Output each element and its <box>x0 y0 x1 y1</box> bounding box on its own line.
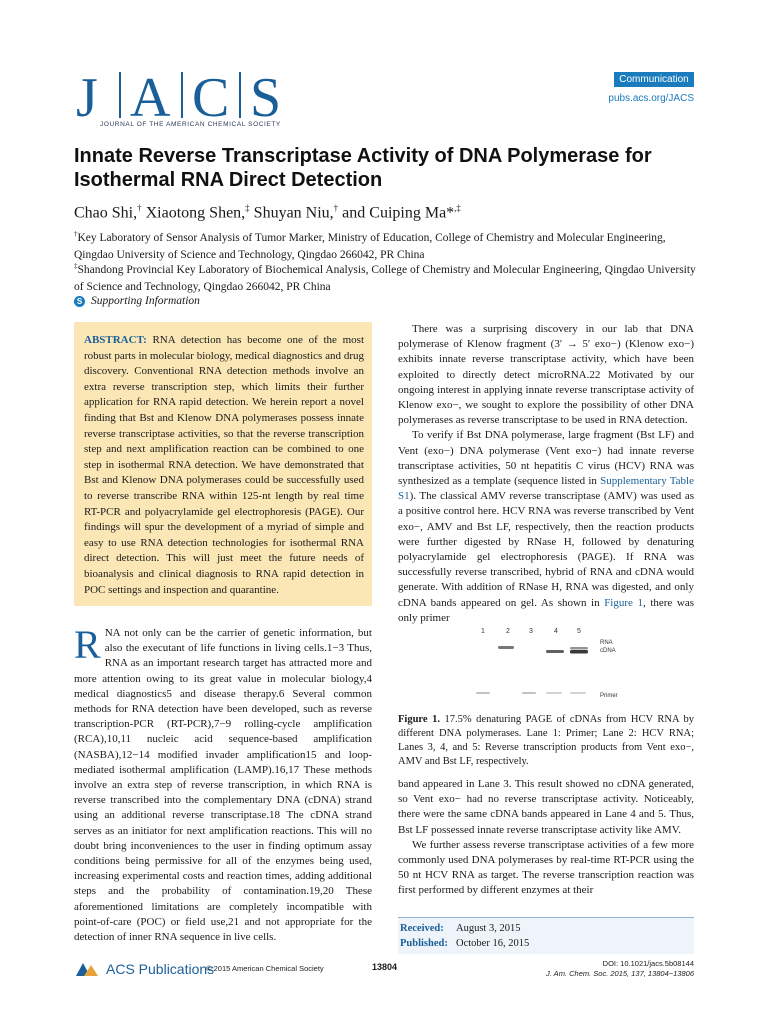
author-mark: ,‡ <box>454 203 461 213</box>
lane-number: 2 <box>506 628 510 635</box>
figure-caption <box>398 713 694 769</box>
affiliation-mark: ‡ <box>74 262 78 270</box>
acs-logo-icon <box>74 960 100 978</box>
citation: J. Am. Chem. Soc. 2015, 137, 13804−13806 <box>546 969 694 978</box>
figure-caption-text: 17.5% denaturing PAGE of cDNAs from HCV RNA by different DNA polymerases. Lane 1: Primer; Lane 2: HCV RNA; Lanes 3, 4, and 5: Reverse transcription products from Vent exo−, AMV and Bst LF, respectively. <box>398 714 695 767</box>
gel-band-cdna-lane4 <box>546 650 564 653</box>
supporting-information-link[interactable] <box>74 295 200 307</box>
published-label: Published: <box>400 938 448 949</box>
gel-label-cdna: cDNA <box>600 648 616 654</box>
gel-figure <box>470 624 620 700</box>
drop-cap: R <box>74 622 101 667</box>
journal-url-link[interactable]: pubs.acs.org/JACS <box>608 93 694 104</box>
left-body-text <box>74 622 372 945</box>
gel-band-primer-lane5 <box>570 692 586 694</box>
dates-box <box>398 917 694 954</box>
received-label: Received: <box>400 923 444 934</box>
copyright: © 2015 American Chemical Society <box>206 964 324 973</box>
author-name[interactable]: Shuyan Niu, <box>253 204 334 222</box>
gel-band-rna-lane5 <box>570 647 588 650</box>
logo-letter-s: S <box>250 67 282 129</box>
lane-number: 4 <box>554 628 558 635</box>
abstract-body: RNA detection has become one of the most robust parts in molecular biology, medical diagnostics and drug discovery. Conventional RNA detection methods involve an extra reverse transcription step, which limits their further application for RNA rapid detection. We herein report a novel finding that Bst and Klenow DNA polymerases possess innate reverse transcriptase activities, so that the reverse transcription step and next amplification reaction can be combined to one step in isothermal RNA detection. We have demonstrated that Bst and Klenow DNA polymerases could be successfully used to reverse transcribe RNA within 125-nt length by real time RT-PCR and polyacrylamide gel electrophoresis (PAGE). Our findings will spur the development of a myriad of simple and easy to use RNA detection technologies for isothermal RNA direct detection. This will just meet the future needs of bioanalysis and clinical diagnosis to RNA rapid detection in POC settings and inspection and quarantine. <box>84 334 364 596</box>
doi-block <box>510 959 694 979</box>
author-mark: ‡ <box>245 203 250 213</box>
author-mark: † <box>333 203 339 213</box>
abstract <box>84 333 364 598</box>
gel-band-primer-lane4 <box>546 692 562 694</box>
author-mark: † <box>137 203 142 213</box>
figure-caption-label: Figure 1. <box>398 714 440 725</box>
affiliation-2 <box>74 258 696 296</box>
gel-band-rna-lane2 <box>498 646 514 649</box>
lane-number: 3 <box>529 628 533 635</box>
logo-letter-j: J <box>76 67 98 129</box>
affiliation-text: Shandong Provincial Key Laboratory of Biochemical Analysis, College of Chemistry and Molecular Engineering, Qingdao University of Science and Technology, Qingdao 266042, PR China <box>74 263 696 293</box>
right-body-text-top <box>398 322 694 626</box>
logo-letter-a: A <box>130 67 171 129</box>
author-name[interactable]: Xiaotong Shen, <box>145 204 246 222</box>
supporting-info-label: Supporting Information <box>91 295 200 307</box>
abstract-label: ABSTRACT: <box>84 334 147 346</box>
right-paragraph-3: band appeared in Lane 3. This result showed no cDNA generated, so Vent exo− had no reverse transcriptase activity. Noticeably, there were the same cDNA bands appeared in Lane 4 and 5. Thus, Bst LF possessed innate reverse transcriptase activity like AMV. <box>398 778 694 836</box>
affiliation-text: Key Laboratory of Sensor Analysis of Tumor Marker, Ministry of Education, College of Chemistry and Molecular Engineering, Qingdao University of Science and Technology, Qingdao 266042, PR China <box>74 231 666 261</box>
article-type-badge: Communication <box>614 72 694 87</box>
gel-label-rna: RNA <box>600 640 613 646</box>
gel-band-primer-lane3 <box>522 692 536 694</box>
affiliation-mark: † <box>74 230 78 238</box>
figure-1-link[interactable]: Figure 1 <box>604 596 643 609</box>
published-date: October 16, 2015 <box>456 938 530 949</box>
logo-subtitle: JOURNAL OF THE AMERICAN CHEMICAL SOCIETY <box>100 121 281 128</box>
lane-number: 1 <box>481 628 485 635</box>
gel-label-primer: Primer <box>600 693 618 699</box>
publisher-name: ACS Publications <box>106 961 215 977</box>
left-body-paragraph: NA not only can be the carrier of genetic information, but also the executant of life functions in living cells.1−3 Thus, RNA as an important research target has attracted more and more attention owing to its great value in molecular biology,4 medical diagnostics5 and disease therapy.6 Several common methods for RNA detection have been developed, such as reverse transcription-PCR (RT-PCR),7−9 rolling-cycle amplification (RCA),10,11 nucleic acid sequence-based amplification (NASBA),12−14 modified invader amplification15 and loop-mediated isothermal amplification (LAMP).16,17 These methods involve an extra step of reverse transcription, in which RNA is reverse transcribed into the complementary DNA (cDNA) strand using an additional reverse transcriptase.18 The cDNA strand serves as an initiator for next amplification reactions. This will no doubt bring inconveniences to the user in finding optimum assay conditions being permissive for all of the enzymes being used, increasing experimental costs and reaction times, adding additional steps and the probability of contamination.19,20 These aforementioned limitations are completely incompatible with point-of-care (POC) or field use,21 and not appropriate for the detection of inner RNA sequence in live cells. <box>74 627 372 944</box>
author-name[interactable]: and Cuiping Ma* <box>342 204 455 222</box>
author-name[interactable]: Chao Shi, <box>74 204 138 222</box>
right-paragraph-1: There was a surprising discovery in our lab that DNA polymerase of Klenow fragment (3′ → 5′ exo−) (Klenow exo−) exhibits innate reverse transcriptase activity, which have been exploited to directly detect microRNA.22 Motivated by our ongoing interest in applying innate reverse transcriptase activity of Klenow exo−, we sought to explore the possibility of other DNA polymerases as reverse transcriptase to be used in RNA detection. <box>398 323 694 427</box>
right-paragraph-4: We further assess reverse transcriptase activities of a few more commonly used DNA polymerases by real-time RT-PCR using the 50 nt HCV RNA as target. The reverse transcription reaction was first performed by different enzymes at their <box>398 838 694 897</box>
right-body-text-bottom <box>398 777 694 899</box>
lane-number: 5 <box>577 628 581 635</box>
logo-letter-c: C <box>192 67 230 129</box>
gel-band-cdna-lane5 <box>570 650 588 654</box>
article-title: Innate Reverse Transcriptase Activity of DNA Polymerase for Isothermal RNA Direct Detection <box>74 145 652 191</box>
received-date: August 3, 2015 <box>456 923 521 934</box>
author-list <box>74 198 694 223</box>
acs-publications-logo[interactable] <box>74 960 214 978</box>
supplementary-table-link[interactable]: Supplementary Table S1 <box>398 475 694 503</box>
page-number: 13804 <box>372 962 398 972</box>
supporting-info-icon: S <box>74 296 85 307</box>
doi-link[interactable]: DOI: 10.1021/jacs.5b08144 <box>602 959 694 968</box>
right-paragraph-2: To verify if Bst DNA polymerase, large fragment (Bst LF) and Vent (exo−) DNA polymerase (Vent exo−) had innate reverse transcriptase activities, 50 nt hepatitis C virus (HCV) RNA was synthesized as a template (sequence listed in Supplementary Table S1). The classical AMV reverse transcriptase (AMV) was used as a positive control here. HCV RNA was reverse transcribed by Vent exo−, AMV and Bst LF, respectively, then the reaction products were further digested by RNase H, followed by denaturing polyacrylamide gel electrophoresis (PAGE). If RNA was successfully reverse transcribed, hybrid of RNA and cDNA would generate. With addition of RNase H, RNA was digested, and only cDNA bands appeared on gel. As shown in Figure 1, there was only primer <box>398 429 694 624</box>
gel-band-primer-lane1 <box>476 692 490 694</box>
